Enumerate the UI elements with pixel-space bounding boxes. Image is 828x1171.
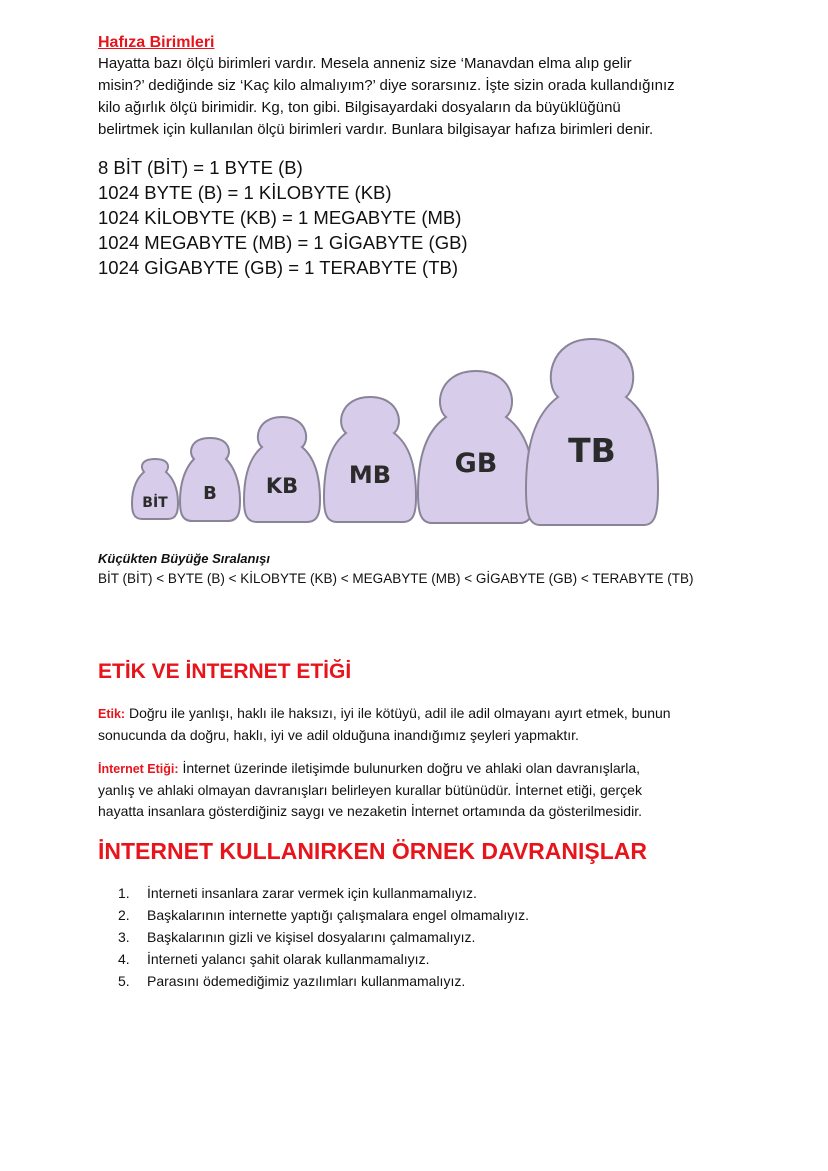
item-text: Başkalarının gizli ve kişisel dosyalarını çalmamalıyız. [147, 929, 476, 945]
intro-line: belirtmek için kullanılan ölçü birimleri vardır. Bunlara bilgisayar hafıza birimleri denir. [98, 121, 654, 138]
internet-ethics-text: yanlış ve ahlaki olmayan davranışları belirleyen kurallar bütünüdür. İnternet etiği, gerçek [98, 782, 642, 798]
list-item [118, 904, 529, 926]
item-text: İnterneti yalancı şahit olarak kullanmamalıyız. [147, 951, 430, 967]
conversion-line: 8 BİT (BİT) = 1 BYTE (B) [98, 157, 303, 178]
intro-line: Hayatta bazı ölçü birimleri vardır. Mesela anneniz size ‘Manavdan elma alıp gelir [98, 55, 632, 72]
memory-intro [98, 53, 738, 141]
item-text: İnterneti insanlara zarar vermek için kullanmamalıyız. [147, 885, 477, 901]
memory-heading: Hafıza Birimleri [98, 34, 215, 51]
unit-conversions [98, 155, 738, 280]
doll-bit [132, 459, 178, 519]
nesting-dolls-illustration [130, 335, 660, 530]
list-item [118, 926, 529, 948]
doll-label: GB [454, 448, 498, 479]
memory-section [98, 32, 738, 280]
etik-text: Doğru ile yanlışı, haklı ile haksızı, iyi ile kötüyü, adil ile adil olmayanı ayırt etmek, bunun [125, 705, 671, 721]
intro-line: kilo ağırlık ölçü birimidir. Kg, ton gibi. Bilgisayardaki dosyaların da büyüklüğünü [98, 99, 621, 116]
internet-ethics-definition [98, 758, 738, 822]
doll-mb [324, 397, 416, 522]
item-text: Parasını ödemediğimiz yazılımları kullanmamalıyız. [147, 973, 466, 989]
behaviors-list [118, 882, 529, 992]
list-item [118, 882, 529, 904]
ethics-heading: ETİK VE İNTERNET ETİĞİ [98, 660, 352, 683]
doll-label: BİT [142, 495, 168, 511]
internet-ethics-label: İnternet Etiği: [98, 762, 179, 776]
etik-definition [98, 703, 738, 746]
conversion-line: 1024 BYTE (B) = 1 KİLOBYTE (KB) [98, 182, 392, 203]
doll-label: TB [568, 431, 616, 470]
doll-tb [526, 339, 658, 525]
item-number: 2. [118, 907, 130, 923]
doll-byte [180, 438, 240, 521]
list-item [118, 970, 529, 992]
etik-label: Etik: [98, 707, 126, 721]
item-number: 3. [118, 929, 130, 945]
item-number: 4. [118, 951, 130, 967]
doll-label: MB [348, 461, 392, 489]
behaviors-heading: İNTERNET KULLANIRKEN ÖRNEK DAVRANIŞLAR [98, 838, 648, 864]
internet-ethics-text: İnternet üzerinde iletişimde bulunurken doğru ve ahlaki olan davranışlarla, [178, 760, 641, 776]
item-number: 1. [118, 885, 130, 901]
intro-line: misin?’ dediğinde siz ‘Kaç kilo almalıyım?’ diye sorarsınız. İşte sizin orada kullandığınız [98, 77, 675, 94]
item-text: Başkalarının internette yaptığı çalışmalara engel olmamalıyız. [147, 907, 530, 923]
etik-text: sonucunda da doğru, haklı, iyi ve adil olduğuna inandığımız şeyleri yapmaktır. [98, 727, 579, 743]
list-item [118, 948, 529, 970]
order-line: BİT (BİT) < BYTE (B) < KİLOBYTE (KB) < MEGABYTE (MB) < GİGABYTE (GB) < TERABYTE (TB) [98, 571, 694, 586]
conversion-line: 1024 GİGABYTE (GB) = 1 TERABYTE (TB) [98, 257, 459, 278]
doll-kb [244, 417, 320, 522]
internet-ethics-text: hayatta insanlara gösterdiğiniz saygı ve nezaketin İnternet ortamında da gösterilmesidir. [98, 803, 642, 819]
conversion-line: 1024 KİLOBYTE (KB) = 1 MEGABYTE (MB) [98, 207, 462, 228]
order-title: Küçükten Büyüğe Sıralanışı [98, 551, 270, 566]
doll-gb [418, 371, 534, 523]
doll-label: B [203, 483, 217, 504]
item-number: 5. [118, 973, 130, 989]
conversion-line: 1024 MEGABYTE (MB) = 1 GİGABYTE (GB) [98, 232, 468, 253]
doll-label: KB [265, 474, 299, 498]
